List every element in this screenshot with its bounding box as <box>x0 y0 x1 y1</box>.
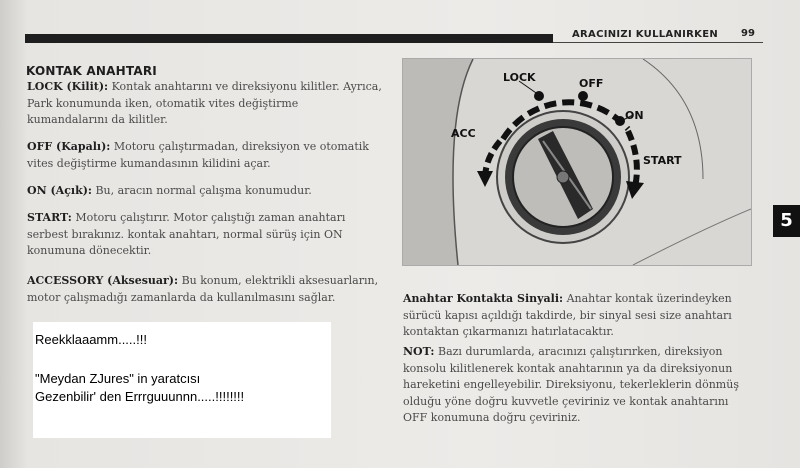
signal-paragraph <box>403 291 753 341</box>
overlay-line-2: "Meydan ZJures" in yaratcısı <box>35 371 201 386</box>
accessory-term: ACCESSORY (Aksesuar): <box>27 274 179 287</box>
overlay-line-1: Reekklaaamm.....!!! <box>35 332 147 347</box>
label-lock: LOCK <box>503 71 536 84</box>
label-acc: ACC <box>451 127 476 140</box>
label-on: ON <box>625 109 644 122</box>
ignition-diagram <box>403 59 751 265</box>
off-paragraph <box>27 139 382 172</box>
header-rule <box>25 34 553 43</box>
accessory-text: Bu konum, elektrikli aksesuarların, motor çalışmadığı zamanlarda da kullanılmasını sağlar. <box>27 274 379 304</box>
section-title: KONTAK ANAHTARI <box>26 64 157 78</box>
acc-arrow-head <box>477 171 493 187</box>
on-term: ON (Açık): <box>27 184 92 197</box>
lock-term: LOCK (Kilit): <box>27 80 109 93</box>
ignition-switch-figure <box>402 58 752 266</box>
dash-lower-curve <box>633 209 751 265</box>
off-position-dot <box>578 91 588 101</box>
signal-term: Anahtar Kontakta Sinyali: <box>403 292 564 305</box>
label-off: OFF <box>579 77 604 90</box>
start-text: Motoru çalıştırır. Motor çalıştığı zaman anahtarı serbest bırakınız. kontak anahtarı, normal sürüş için ON konumuna dönecektir. <box>27 211 346 257</box>
start-paragraph <box>27 210 382 260</box>
on-position-dot <box>615 116 625 126</box>
page-number: 99 <box>741 28 755 39</box>
off-term: OFF (Kapalı): <box>27 140 111 153</box>
lock-text: Kontak anahtarını ve direksiyonu kilitler. Ayrıca, Park konumunda iken, otomatik vites değiştirme kumandalarını da kilitler. <box>27 80 382 126</box>
chapter-tab: 5 <box>773 205 800 237</box>
note-text: Bazı durumlarda, aracınızı çalıştırırken, direksiyon konsolu kilitlenerek kontak anahtarının ya da direksiyonun hareketini engelleyebilir. Direksiyonu, tekerleklerin dönmüş olduğu yöne doğru kuvvetle çeviriniz ve kontak anahtarını OFF konumuna doğru çeviriniz. <box>403 345 739 424</box>
start-term: START: <box>27 211 72 224</box>
label-start: START <box>643 154 682 167</box>
advert-overlay <box>33 322 331 438</box>
on-paragraph <box>27 183 382 200</box>
running-head: ARACINIZI KULLANIRKEN <box>572 29 718 40</box>
off-text: Motoru çalıştırmadan, direksiyon ve otomatik vites değiştirme kumandasının kilidini açar. <box>27 140 369 170</box>
note-term: NOT: <box>403 345 435 358</box>
on-text: Bu, aracın normal çalışma konumudur. <box>91 184 312 197</box>
accessory-paragraph <box>27 273 382 306</box>
header-thin-rule <box>553 42 763 43</box>
key-center <box>557 171 569 183</box>
overlay-line-3: Gezenbilir' den Errrguuunnn.....!!!!!!!! <box>35 389 245 404</box>
lock-paragraph <box>27 79 382 129</box>
signal-text: Anahtar kontak üzerindeyken sürücü kapısı açıldığı takdirde, bir sinyal sesi size anahtarı kontaktan çıkarmanızı hatırlatacaktır. <box>403 292 732 338</box>
note-paragraph <box>403 344 753 427</box>
